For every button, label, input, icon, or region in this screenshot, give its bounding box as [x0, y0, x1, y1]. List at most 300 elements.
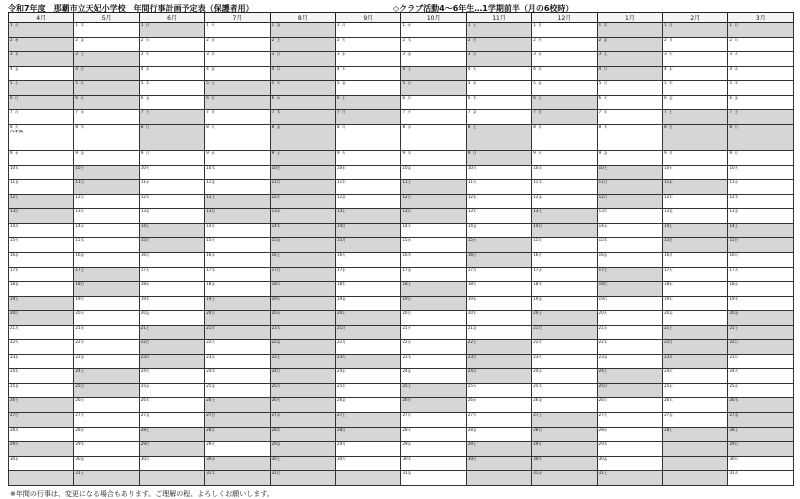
- weekday: 土: [603, 165, 608, 170]
- day-number: 11: [206, 179, 212, 185]
- day-cell: [139, 456, 204, 471]
- day-cell: [336, 23, 401, 38]
- day-number: 10: [664, 165, 670, 170]
- day-cell: [270, 325, 335, 340]
- weekday: 月: [145, 456, 150, 461]
- day-cell: [663, 369, 728, 384]
- weekday: 土: [603, 369, 608, 374]
- day-cell: [663, 267, 728, 282]
- day-number: 12: [467, 194, 473, 199]
- day-number: 12: [533, 194, 539, 199]
- day-number: 21: [729, 325, 735, 330]
- weekday: 木: [472, 209, 477, 214]
- weekday: 金: [603, 456, 608, 461]
- day-cell: [270, 81, 335, 96]
- day-number: 13: [533, 208, 539, 214]
- day-row: [9, 311, 794, 326]
- day-cell: [336, 223, 401, 238]
- day-cell: [336, 296, 401, 311]
- day-number: 12: [402, 194, 408, 199]
- weekday: 水: [342, 369, 346, 374]
- day-number: 2: [271, 37, 275, 42]
- day-cell: [728, 413, 794, 428]
- day-number: 8: [10, 124, 13, 129]
- day-number: 23: [140, 354, 146, 359]
- day-cell: [597, 37, 662, 52]
- weekday: 火: [472, 66, 477, 71]
- day-cell: [336, 180, 401, 195]
- day-cell: [74, 296, 139, 311]
- day-number: 30: [402, 456, 408, 461]
- weekday: 日: [734, 340, 739, 345]
- weekday: 月: [603, 398, 608, 403]
- day-number: 9: [10, 150, 13, 156]
- day-row: [9, 253, 794, 268]
- day-cell: [336, 238, 401, 253]
- day-cell: [270, 267, 335, 282]
- day-cell: [74, 194, 139, 209]
- weekday: 土: [80, 369, 84, 374]
- day-cell: [9, 427, 74, 442]
- month-header: 3月: [728, 13, 794, 23]
- day-cell: [401, 456, 466, 471]
- day-number: 13: [206, 208, 212, 214]
- day-cell: [466, 110, 531, 125]
- day-number: 18: [402, 281, 408, 287]
- weekday: 火: [145, 52, 150, 57]
- weekday: 日: [407, 81, 411, 86]
- day-number: 23: [467, 354, 473, 359]
- weekday: 月: [734, 456, 739, 461]
- weekday: 月: [669, 253, 673, 258]
- weekday: 木: [342, 180, 346, 185]
- day-cell: [401, 223, 466, 238]
- day-number: 29: [598, 441, 604, 447]
- day-cell: [466, 253, 531, 268]
- day-cell: [139, 95, 204, 110]
- day-number: 13: [75, 208, 81, 214]
- day-number: 5: [467, 80, 471, 86]
- day-cell: [663, 398, 728, 413]
- day-cell: [466, 427, 531, 442]
- day-cell: [336, 194, 401, 209]
- day-number: 8: [140, 124, 144, 129]
- weekday: 水: [145, 383, 150, 388]
- weekday: 月: [211, 110, 215, 115]
- weekday: 火: [734, 165, 739, 170]
- weekday: 火: [211, 238, 215, 243]
- weekday: 火: [472, 180, 477, 185]
- weekday: 木: [145, 398, 150, 403]
- weekday: 月: [472, 267, 477, 272]
- day-number: 22: [729, 339, 735, 345]
- day-cell: [728, 23, 794, 38]
- day-number: 20: [140, 310, 146, 316]
- day-number: 18: [75, 281, 81, 287]
- day-cell: [728, 95, 794, 110]
- day-number: 8: [402, 124, 405, 129]
- weekday: 金: [80, 253, 84, 258]
- weekday: 月: [734, 354, 739, 359]
- day-number: 12: [271, 194, 277, 199]
- weekday: 金: [145, 413, 150, 418]
- day-number: 15: [598, 237, 604, 243]
- weekday: 水: [734, 282, 739, 287]
- weekday: 水: [669, 383, 673, 388]
- day-cell: [466, 369, 531, 384]
- day-number: 5: [75, 80, 78, 86]
- day-number: 27: [664, 412, 670, 418]
- day-cell: [597, 209, 662, 224]
- day-cell: [466, 325, 531, 340]
- day-cell: [139, 369, 204, 384]
- day-cell: [401, 471, 466, 486]
- day-cell: [74, 427, 139, 442]
- weekday: 水: [342, 267, 346, 272]
- day-number: 30: [271, 456, 277, 461]
- day-cell: [139, 398, 204, 413]
- day-number: 25: [402, 383, 408, 388]
- day-cell: [139, 223, 204, 238]
- day-number: 25: [729, 383, 735, 388]
- day-cell: [139, 209, 204, 224]
- weekday: 金: [407, 52, 411, 57]
- day-cell: [205, 456, 270, 471]
- day-number: 2: [729, 37, 733, 42]
- day-number: 25: [533, 383, 539, 388]
- day-number: 27: [75, 412, 81, 418]
- day-row: [9, 37, 794, 52]
- day-cell: [597, 52, 662, 67]
- day-row: [9, 95, 794, 110]
- day-number: 20: [533, 310, 539, 316]
- weekday: 月: [734, 151, 738, 156]
- weekday: 火: [669, 369, 673, 374]
- weekday: 金: [80, 354, 84, 359]
- day-cell: [532, 37, 597, 52]
- weekday: 火: [145, 165, 150, 170]
- day-number: 1: [75, 22, 78, 27]
- day-cell: [205, 209, 270, 224]
- weekday: 金: [538, 296, 542, 301]
- day-number: 8: [467, 124, 471, 129]
- day-number: 16: [75, 252, 81, 258]
- day-cell: [139, 52, 204, 67]
- day-number: 28: [337, 427, 343, 432]
- day-cell: [9, 180, 74, 195]
- day-number: 28: [206, 427, 212, 432]
- day-number: 1: [402, 22, 405, 27]
- weekday: 日: [472, 253, 477, 258]
- day-cell: [466, 151, 531, 166]
- weekday: 木: [407, 37, 411, 42]
- day-cell: [270, 282, 335, 297]
- day-number: 11: [402, 179, 408, 185]
- day-cell: [663, 296, 728, 311]
- weekday: 月: [342, 124, 346, 129]
- weekday: 金: [276, 442, 281, 447]
- day-number: 17: [402, 267, 408, 272]
- day-cell: [9, 398, 74, 413]
- weekday: 木: [145, 194, 150, 199]
- day-cell: [139, 296, 204, 311]
- day-cell: [597, 282, 662, 297]
- day-number: 23: [598, 354, 604, 359]
- day-cell: [9, 340, 74, 355]
- weekday: 金: [15, 180, 19, 185]
- day-cell: [663, 165, 728, 180]
- day-cell: [663, 37, 728, 52]
- day-cell: [663, 95, 728, 110]
- weekday: 木: [603, 442, 608, 447]
- day-cell: [74, 209, 139, 224]
- day-number: 18: [271, 281, 277, 287]
- day-number: 20: [206, 310, 212, 316]
- day-cell: [205, 354, 270, 369]
- day-cell: [139, 354, 204, 369]
- weekday: 土: [734, 223, 739, 228]
- day-number: 30: [206, 456, 212, 461]
- weekday: 土: [15, 81, 19, 86]
- day-number: 19: [140, 296, 146, 301]
- day-cell: [532, 456, 597, 471]
- weekday: 火: [80, 311, 84, 316]
- day-number: 7: [467, 109, 471, 115]
- weekday: 土: [472, 23, 477, 27]
- weekday: 土: [80, 471, 84, 476]
- day-cell: [663, 311, 728, 326]
- day-number: 20: [729, 310, 735, 316]
- weekday: 月: [342, 442, 346, 447]
- day-cell: [597, 471, 662, 486]
- day-number: 4: [729, 66, 733, 71]
- day-number: 4: [664, 66, 667, 71]
- day-cell: [401, 354, 466, 369]
- day-cell: [205, 296, 270, 311]
- day-cell: [728, 238, 794, 253]
- weekday: 水: [734, 180, 739, 185]
- day-number: 19: [467, 296, 473, 301]
- day-cell: [336, 354, 401, 369]
- day-number: 27: [10, 412, 16, 418]
- day-row: [9, 238, 794, 253]
- month-header: 9月: [336, 13, 401, 23]
- weekday: 月: [80, 81, 84, 86]
- weekday: 日: [472, 151, 477, 156]
- day-cell: [532, 296, 597, 311]
- weekday: 木: [80, 340, 84, 345]
- day-number: 12: [206, 194, 212, 199]
- day-cell: [9, 194, 74, 209]
- weekday: 金: [211, 383, 215, 388]
- day-number: 30: [140, 456, 146, 461]
- weekday: 金: [603, 253, 608, 258]
- weekday: 日: [603, 66, 608, 71]
- day-cell: [336, 340, 401, 355]
- weekday: 水: [276, 209, 281, 214]
- day-number: 6: [75, 95, 78, 100]
- weekday: 日: [80, 66, 84, 71]
- day-cell: [9, 456, 74, 471]
- weekday: 日: [603, 180, 608, 185]
- day-cell: [401, 311, 466, 326]
- weekday: 土: [669, 223, 673, 228]
- weekday: 金: [211, 180, 215, 185]
- day-row: [9, 442, 794, 457]
- day-cell: [401, 124, 466, 150]
- day-cell: [597, 325, 662, 340]
- weekday: 木: [407, 354, 412, 359]
- day-number: 27: [271, 412, 277, 418]
- weekday: 土: [342, 311, 346, 316]
- day-cell: [336, 253, 401, 268]
- day-cell: [9, 442, 74, 457]
- day-cell: [401, 383, 466, 398]
- weekday: 火: [211, 124, 215, 129]
- weekday: 火: [538, 151, 542, 156]
- day-number: 1: [337, 22, 340, 27]
- weekday: 木: [15, 165, 19, 170]
- day-number: 7: [140, 109, 144, 115]
- day-number: 4: [140, 66, 144, 71]
- day-number: 2: [533, 37, 536, 42]
- weekday: 水: [145, 66, 150, 71]
- day-cell: [728, 209, 794, 224]
- day-number: 2: [75, 37, 78, 42]
- day-cell: [728, 354, 794, 369]
- weekday: 水: [80, 325, 84, 330]
- weekday: 土: [734, 110, 738, 115]
- day-number: 18: [10, 281, 16, 287]
- weekday: 金: [276, 340, 281, 345]
- weekday: 土: [603, 52, 608, 57]
- weekday: 水: [145, 282, 150, 287]
- day-cell: [139, 471, 204, 486]
- weekday: 火: [276, 296, 281, 301]
- day-number: 27: [337, 412, 343, 418]
- day-cell: [139, 311, 204, 326]
- day-row: [9, 165, 794, 180]
- day-number: 18: [598, 281, 604, 287]
- day-cell: [663, 124, 728, 150]
- day-cell: [205, 325, 270, 340]
- day-cell: [74, 238, 139, 253]
- day-cell: [401, 180, 466, 195]
- day-cell: [270, 52, 335, 67]
- day-number: 1: [729, 22, 733, 27]
- weekday: 水: [342, 52, 346, 57]
- day-number: 2: [664, 37, 667, 42]
- day-number: 23: [664, 354, 670, 359]
- day-cell: [205, 52, 270, 67]
- weekday: 木: [276, 110, 281, 115]
- day-cell: [597, 151, 662, 166]
- day-number: 9: [533, 150, 536, 156]
- weekday: 日: [734, 23, 738, 27]
- weekday: 金: [603, 354, 608, 359]
- weekday: 木: [211, 369, 215, 374]
- day-number: 5: [533, 80, 536, 86]
- day-cell: [728, 52, 794, 67]
- weekday: 木: [15, 369, 19, 374]
- weekday: 木: [15, 267, 19, 272]
- weekday: 火: [80, 209, 84, 214]
- day-cell: [401, 253, 466, 268]
- day-number: 2: [598, 37, 602, 42]
- weekday: 日: [407, 296, 412, 301]
- day-cell: [336, 456, 401, 471]
- day-cell: [532, 238, 597, 253]
- weekday: 火: [603, 311, 608, 316]
- day-number: 15: [10, 237, 16, 243]
- weekday: 土: [603, 267, 608, 272]
- day-number: 17: [664, 267, 670, 272]
- day-cell: [74, 66, 139, 81]
- day-cell: [336, 442, 401, 457]
- day-number: 29: [10, 441, 16, 447]
- day-cell: [532, 165, 597, 180]
- weekday: 金: [407, 267, 412, 272]
- weekday: 土: [407, 66, 411, 71]
- weekday: 火: [538, 354, 542, 359]
- weekday: 日: [669, 23, 673, 27]
- day-cell: [74, 124, 139, 150]
- day-cell: [9, 151, 74, 166]
- day-number: 20: [402, 310, 408, 316]
- weekday: 金: [211, 282, 215, 287]
- weekday: 土: [472, 238, 477, 243]
- day-cell: [74, 253, 139, 268]
- day-cell: [663, 194, 728, 209]
- day-cell: [336, 471, 401, 486]
- day-number: 9: [206, 150, 209, 156]
- day-number: 19: [271, 296, 277, 301]
- day-cell: [728, 37, 794, 52]
- weekday: 日: [15, 95, 19, 100]
- day-number: 14: [75, 223, 81, 228]
- weekday: 金: [15, 282, 19, 287]
- day-number: 1: [140, 22, 144, 27]
- day-number: 10: [402, 165, 408, 170]
- day-number: 14: [664, 223, 670, 228]
- weekday: 木: [15, 52, 19, 57]
- weekday: 土: [15, 398, 19, 403]
- weekday: 土: [538, 95, 542, 100]
- day-cell: [597, 442, 662, 457]
- day-cell: [466, 124, 531, 150]
- weekday: 月: [15, 427, 19, 432]
- weekday: 火: [407, 325, 412, 330]
- weekday: 火: [342, 37, 346, 42]
- weekday: 水: [276, 413, 281, 418]
- day-cell: [597, 456, 662, 471]
- day-cell: [728, 383, 794, 398]
- day-number: 7: [75, 109, 78, 115]
- day-number: 12: [75, 194, 81, 199]
- day-number: 25: [337, 383, 343, 388]
- weekday: 土: [669, 427, 673, 432]
- month-header: 8月: [270, 13, 335, 23]
- day-cell: [205, 180, 270, 195]
- weekday: 日: [734, 442, 739, 447]
- weekday: 木: [342, 383, 346, 388]
- day-number: 22: [206, 339, 212, 345]
- day-number: 3: [533, 51, 536, 57]
- day-cell: [139, 413, 204, 428]
- day-number: 10: [271, 165, 277, 170]
- day-cell: [728, 282, 794, 297]
- day-row: [9, 124, 794, 150]
